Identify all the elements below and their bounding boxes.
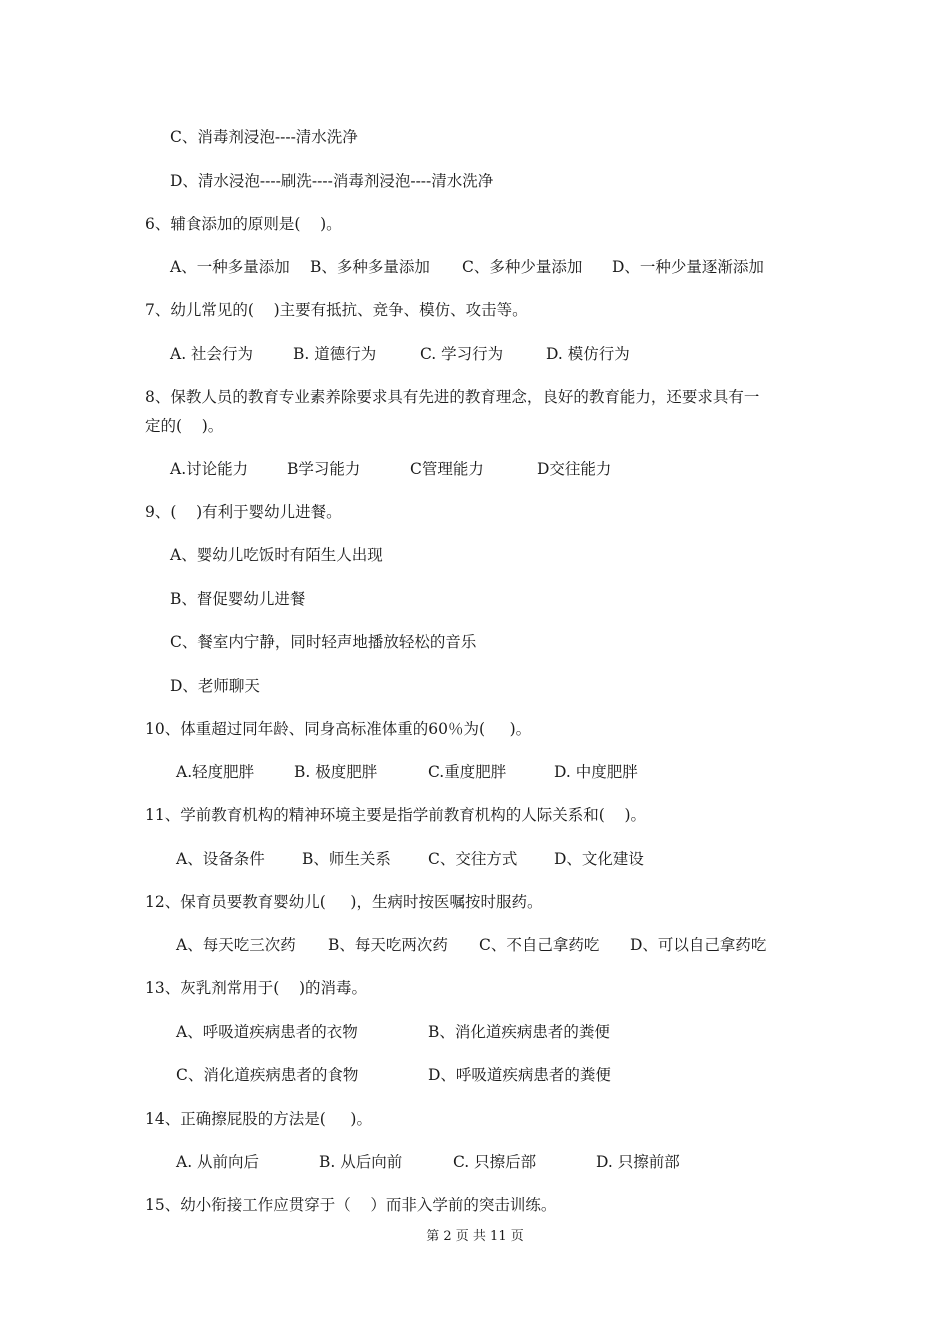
q12-option-a: A、每天吃三次药 xyxy=(176,936,296,954)
question-15: 15、幼小衔接工作应贯穿于（ ）而非入学前的突击训练。 xyxy=(145,1196,557,1214)
question-8: 8、保教人员的教育专业素养除要求具有先进的教育理念，良好的教育能力，还要求具有一 xyxy=(145,388,760,406)
q6-option-d: D、一种少量逐渐添加 xyxy=(612,258,764,276)
q12-option-d: D、可以自己拿药吃 xyxy=(630,936,767,954)
q8-option-c: C管理能力 xyxy=(410,460,484,478)
q9-option-d: D、老师聊天 xyxy=(170,677,260,695)
q13-option-c: C、消化道疾病患者的食物 xyxy=(176,1066,359,1084)
q13-option-a: A、呼吸道疾病患者的衣物 xyxy=(176,1023,358,1041)
q13-option-b: B、消化道疾病患者的粪便 xyxy=(428,1023,610,1041)
question-9: 9、( )有利于婴幼儿进餐。 xyxy=(145,503,342,521)
question-6: 6、辅食添加的原则是( )。 xyxy=(145,215,342,233)
question-12: 12、保育员要教育婴幼儿( )，生病时按医嘱按时服药。 xyxy=(145,893,543,911)
q14-option-d: D. 只擦前部 xyxy=(596,1153,680,1171)
q12-option-c: C、不自己拿药吃 xyxy=(479,936,600,954)
q5-option-d: D、清水浸泡----刷洗----消毒剂浸泡----清水洗净 xyxy=(170,172,494,190)
q12-option-b: B、每天吃两次药 xyxy=(328,936,448,954)
q10-option-d: D. 中度肥胖 xyxy=(554,763,638,781)
q10-option-c: C.重度肥胖 xyxy=(428,763,507,781)
q7-option-d: D. 模仿行为 xyxy=(546,345,630,363)
q6-option-a: A、一种多量添加 xyxy=(170,258,290,276)
q10-option-a: A.轻度肥胖 xyxy=(176,763,255,781)
question-7: 7、幼儿常见的( )主要有抵抗、竞争、模仿、攻击等。 xyxy=(145,301,528,319)
q14-option-c: C. 只擦后部 xyxy=(453,1153,537,1171)
q11-option-a: A、设备条件 xyxy=(176,850,265,868)
page-number-footer: 第 2 页 共 11 页 xyxy=(426,1229,524,1244)
q11-option-d: D、文化建设 xyxy=(554,850,644,868)
q9-option-a: A、婴幼儿吃饭时有陌生人出现 xyxy=(170,546,383,564)
q11-option-b: B、师生关系 xyxy=(302,850,391,868)
q9-option-c: C、餐室内宁静，同时轻声地播放轻松的音乐 xyxy=(170,633,477,651)
q14-option-a: A. 从前向后 xyxy=(176,1153,260,1171)
q9-option-b: B、督促婴幼儿进餐 xyxy=(170,590,306,608)
question-8-continued: 定的( )。 xyxy=(145,417,224,435)
q5-option-c: C、消毒剂浸泡----清水洗净 xyxy=(170,128,358,146)
q7-option-b: B. 道德行为 xyxy=(293,345,377,363)
question-10: 10、体重超过同年龄、同身高标准体重的60％为( )。 xyxy=(145,720,532,738)
q8-option-b: B学习能力 xyxy=(287,460,361,478)
q13-option-d: D、呼吸道疾病患者的粪便 xyxy=(428,1066,611,1084)
q6-option-c: C、多种少量添加 xyxy=(462,258,583,276)
q6-option-b: B、多种多量添加 xyxy=(310,258,430,276)
question-13: 13、灰乳剂常用于( )的消毒。 xyxy=(145,979,368,997)
question-11: 11、学前教育机构的精神环境主要是指学前教育机构的人际关系和( )。 xyxy=(145,806,647,824)
q7-option-a: A. 社会行为 xyxy=(170,345,254,363)
q8-option-d: D交往能力 xyxy=(537,460,612,478)
q14-option-b: B. 从后向前 xyxy=(319,1153,403,1171)
q8-option-a: A.讨论能力 xyxy=(170,460,249,478)
q10-option-b: B. 极度肥胖 xyxy=(294,763,378,781)
question-14: 14、正确擦屁股的方法是( )。 xyxy=(145,1110,372,1128)
q11-option-c: C、交往方式 xyxy=(428,850,518,868)
q7-option-c: C. 学习行为 xyxy=(420,345,504,363)
